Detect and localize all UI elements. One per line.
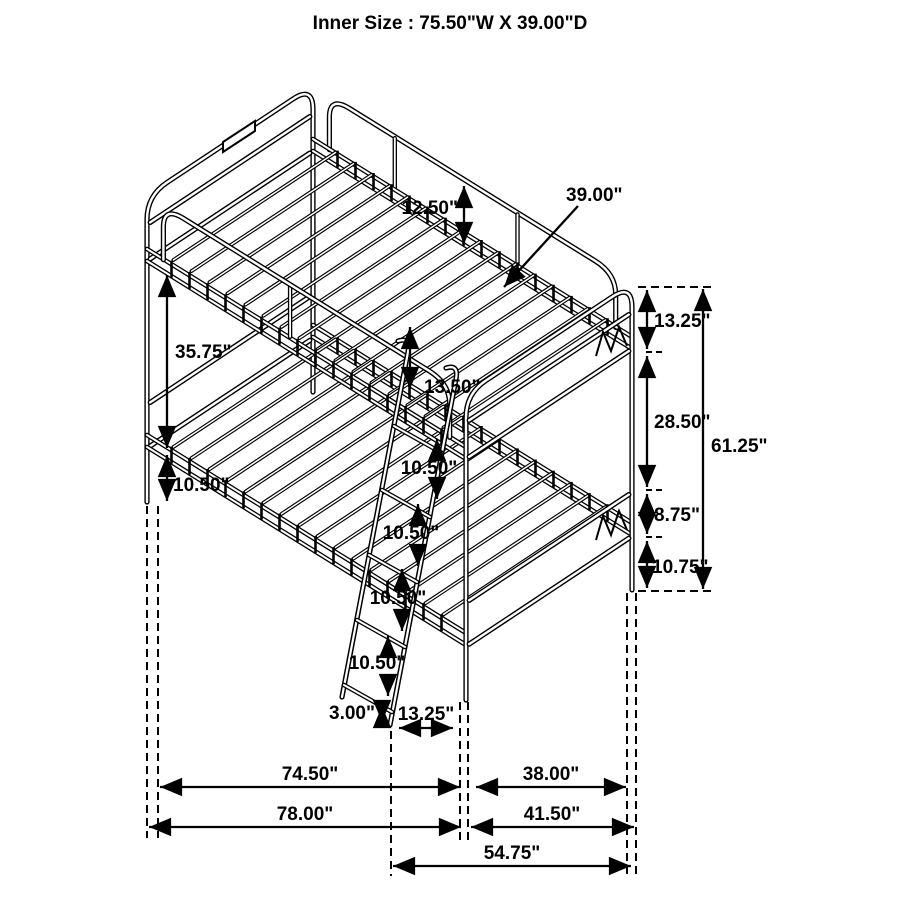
dim-leader-mattress_depth — [504, 206, 578, 287]
dim-label-rail_to_rail_gap: 35.75" — [175, 342, 232, 363]
dim-label-ladder_bottom_gap: 3.00" — [329, 703, 375, 724]
upper-slat-core — [300, 231, 462, 338]
dim-label-overall_depth_footprint: 41.50" — [523, 804, 581, 825]
upper-slat-core — [318, 242, 480, 349]
rear-rail-core — [313, 325, 632, 523]
dim-label-ladder_gap_3: 10.50" — [369, 588, 427, 609]
dim-label-total_height: 61.25" — [711, 436, 768, 457]
upper-slat-core — [282, 220, 444, 327]
dim-label-bunk_gap_height: 28.50" — [654, 412, 711, 433]
bed-drawing — [147, 94, 632, 725]
ladder-rung-core — [357, 620, 405, 647]
dim-label-lower_section_height: 8.75" — [654, 505, 700, 526]
dimension-annotations — [147, 185, 768, 878]
dim-label-ladder_footprint: 54.75" — [483, 843, 541, 864]
lower-slat-core — [318, 429, 480, 536]
dim-label-ladder_gap_1: 10.50" — [400, 458, 458, 479]
upper-slat-core — [210, 175, 372, 282]
dim-label-overall_length: 78.00" — [276, 804, 334, 825]
upper-slat-core — [246, 197, 408, 304]
dim-label-ladder_top_offset: 13.50" — [424, 377, 481, 398]
lower-slat-core — [228, 373, 390, 480]
dim-label-ladder_gap_4: 10.50" — [348, 653, 406, 674]
upper-slat-core — [228, 186, 390, 293]
dim-label-inner_length: 74.50" — [281, 764, 339, 785]
upper-slat-core — [354, 264, 516, 371]
diagram-title: Inner Size : 75.50"W X 39.00"D — [312, 13, 588, 34]
foot-end-frame-crossbar-core — [469, 538, 629, 644]
lower-slat-core — [264, 395, 426, 502]
dim-label-guardrail_height: 12.50" — [401, 198, 458, 219]
headboard-plate — [223, 121, 255, 152]
upper-slat-core — [336, 253, 498, 360]
lower-slat-core — [426, 496, 588, 603]
rear-rail-core — [313, 139, 632, 337]
dim-label-lower_clearance: 10.75" — [652, 557, 709, 578]
dim-label-ladder_foot_offset: 13.25" — [397, 704, 455, 725]
upper-slat-core — [264, 208, 426, 315]
lower-slat-core — [210, 362, 372, 469]
dim-label-ladder_gap_2: 10.50" — [382, 523, 440, 544]
dim-label-upper_section_height: 13.25" — [654, 311, 711, 332]
dim-label-left_floor_clearance: 10.50" — [173, 475, 230, 496]
dim-label-mattress_depth: 39.00" — [566, 185, 623, 206]
dim-label-inner_depth_footprint: 38.00" — [522, 764, 580, 785]
